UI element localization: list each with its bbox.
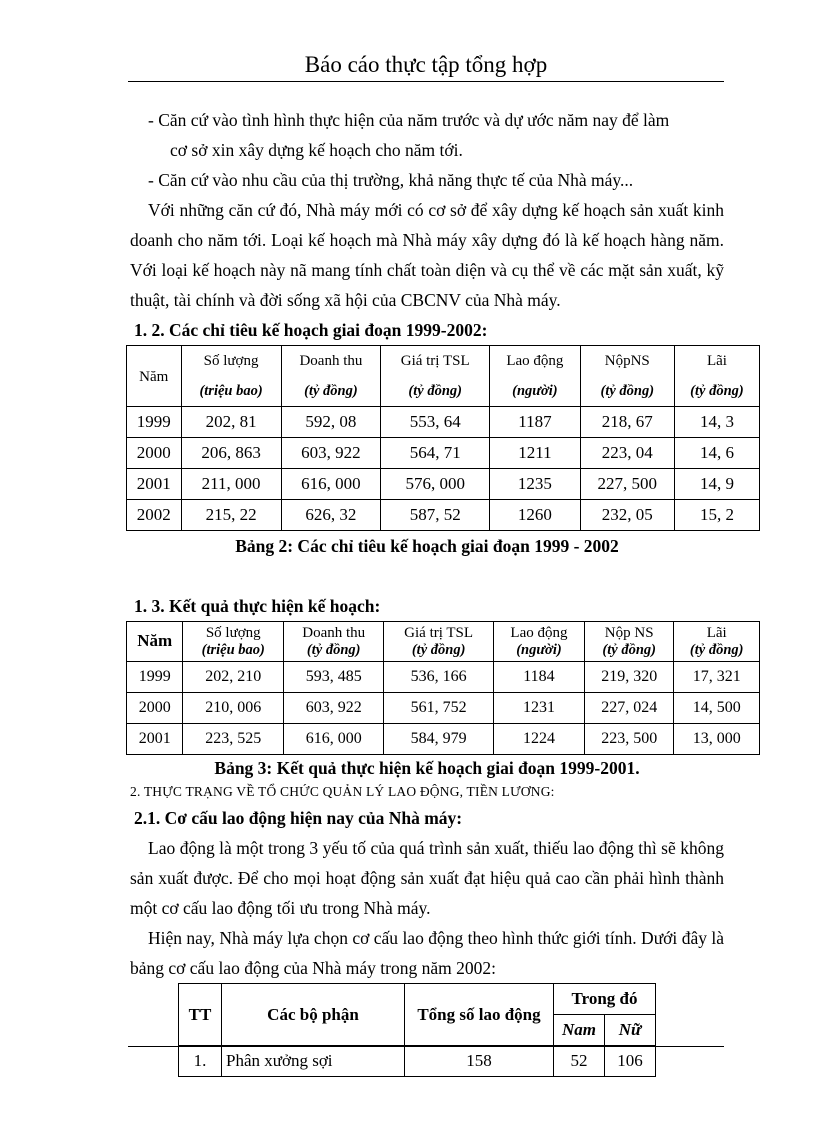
document-body <box>130 105 744 1077</box>
col-budget: NộpNS (tỷ đồng) <box>580 346 674 407</box>
cell: 106 <box>605 1046 656 1077</box>
col-labor: Lao động (người) <box>493 622 584 662</box>
cell: 218, 67 <box>580 407 674 438</box>
cell: 564, 71 <box>381 438 490 469</box>
cell: 14, 9 <box>674 469 759 500</box>
table-2-caption: Bảng 2: Các chỉ tiêu kế hoạch giai đoạn 1999 - 2002 <box>235 536 619 556</box>
labor-structure-table <box>178 983 656 1077</box>
cell: 2000 <box>127 438 182 469</box>
paragraph-labor-factor: Lao động là một trong 3 yếu tố của quá trình sản xuất, thiếu lao động thì sẽ không sản xuất được. Để cho mọi hoạt động sản xuất đạt hiệu quả cao cần phải hình thành một cơ cấu lao động tối ưu trong Nhà máy. <box>130 838 724 918</box>
cell: 14, 6 <box>674 438 759 469</box>
cell: 227, 500 <box>580 469 674 500</box>
col-labor: Lao động (người) <box>490 346 581 407</box>
cell: 587, 52 <box>381 500 490 531</box>
cell: 626, 32 <box>281 500 381 531</box>
col-revenue: Doanh thu (tỷ đồng) <box>281 346 381 407</box>
cell: 2002 <box>127 500 182 531</box>
cell: 1224 <box>493 724 584 755</box>
cell: 536, 166 <box>384 662 494 693</box>
col-revenue: Doanh thu (tỷ đồng) <box>284 622 384 662</box>
cell: 576, 000 <box>381 469 490 500</box>
table-row <box>179 1046 656 1077</box>
cell: 553, 64 <box>381 407 490 438</box>
cell: 1260 <box>490 500 581 531</box>
cell: 1999 <box>127 407 182 438</box>
cell: 206, 863 <box>181 438 281 469</box>
col-assets: Giá trị TSL (tỷ đồng) <box>384 622 494 662</box>
col-year: Năm <box>127 346 182 407</box>
cell: 592, 08 <box>281 407 381 438</box>
cell: 1231 <box>493 693 584 724</box>
paragraph-planning: Với những căn cứ đó, Nhà máy mới có cơ sở để xây dựng kế hoạch sản xuất kinh doanh cho năm tới. Loại kế hoạch mà Nhà máy xây dựng đó là kế hoạch hàng năm. Với loại kế hoạch này nã mang tính chất toàn diện và cụ thể về các mặt sản xuất, kỹ thuật, tài chính và đời sống xã hội của CBCNV của Nhà máy. <box>130 200 724 310</box>
col-assets: Giá trị TSL (tỷ đồng) <box>381 346 490 407</box>
cell: 14, 3 <box>674 407 759 438</box>
cell: 13, 000 <box>674 724 760 755</box>
col-budget: Nộp NS (tỷ đồng) <box>585 622 674 662</box>
cell: 232, 05 <box>580 500 674 531</box>
col-department: Các bộ phận <box>222 984 405 1046</box>
table-3-caption: Bảng 3: Kết quả thực hiện kế hoạch giai đoạn 1999-2001. <box>214 758 640 778</box>
cell: 1. <box>179 1046 222 1077</box>
cell: 223, 04 <box>580 438 674 469</box>
cell: 227, 024 <box>585 693 674 724</box>
section-1-3-heading: 1. 3. Kết quả thực hiện kế hoạch: <box>134 596 381 616</box>
col-quantity: Số lượng (triệu bao) <box>183 622 284 662</box>
cell: 202, 81 <box>181 407 281 438</box>
table-row <box>127 724 760 755</box>
cell: 1187 <box>490 407 581 438</box>
table-row <box>127 438 760 469</box>
bullet-basis-previous-year: - Căn cứ vào tình hình thực hiện của năm trước và dự ước năm nay để làm <box>148 110 670 130</box>
table-row <box>127 500 760 531</box>
paragraph-labor-structure: Hiện nay, Nhà máy lựa chọn cơ cấu lao động theo hình thức giới tính. Dưới đây là bảng cơ cấu lao động của Nhà máy trong năm 2002: <box>130 928 724 978</box>
col-year: Năm <box>127 622 183 662</box>
cell: 15, 2 <box>674 500 759 531</box>
cell: 603, 922 <box>281 438 381 469</box>
col-female: Nữ <box>605 1015 656 1046</box>
cell: 2000 <box>127 693 183 724</box>
cell: 616, 000 <box>281 469 381 500</box>
table-row <box>127 693 760 724</box>
cell: 202, 210 <box>183 662 284 693</box>
section-2-1-heading: 2.1. Cơ cấu lao động hiện nay của Nhà máy: <box>134 808 463 828</box>
cell: 219, 320 <box>585 662 674 693</box>
cell: 158 <box>405 1046 554 1077</box>
col-male: Nam <box>554 1015 605 1046</box>
col-tt: TT <box>179 984 222 1046</box>
section-1-2-heading: 1. 2. Các chỉ tiêu kế hoạch giai đoạn 1999-2002: <box>134 320 488 340</box>
table-row <box>127 469 760 500</box>
cell: 603, 922 <box>284 693 384 724</box>
cell: 584, 979 <box>384 724 494 755</box>
cell: 1999 <box>127 662 183 693</box>
cell: 616, 000 <box>284 724 384 755</box>
cell: 2001 <box>127 724 183 755</box>
cell: 17, 321 <box>674 662 760 693</box>
cell: 211, 000 <box>181 469 281 500</box>
cell: 52 <box>554 1046 605 1077</box>
bullet-basis-market: - Căn cứ vào nhu cầu của thị trường, khả năng thực tế của Nhà máy... <box>148 170 634 190</box>
cell: 1184 <box>493 662 584 693</box>
cell: 1235 <box>490 469 581 500</box>
col-profit: Lãi (tỷ đồng) <box>674 622 760 662</box>
cell: 223, 500 <box>585 724 674 755</box>
cell: 215, 22 <box>181 500 281 531</box>
col-quantity: Số lượng (triệu bao) <box>181 346 281 407</box>
cell: 14, 500 <box>674 693 760 724</box>
cell: 210, 006 <box>183 693 284 724</box>
cell: Phân xưởng sợi <box>222 1046 405 1077</box>
cell: 223, 525 <box>183 724 284 755</box>
section-2-heading: 2. THỰC TRẠNG VỀ TỔ CHỨC QUẢN LÝ LAO ĐỘNG, TIỀN LƯƠNG: <box>130 784 555 799</box>
cell: 593, 485 <box>284 662 384 693</box>
cell: 1211 <box>490 438 581 469</box>
cell: 2001 <box>127 469 182 500</box>
col-of-which: Trong đó <box>554 984 656 1015</box>
table-row <box>127 407 760 438</box>
plan-targets-table <box>126 345 760 531</box>
bullet-basis-previous-year-cont: cơ sở xin xây dựng kế hoạch cho năm tới. <box>170 140 463 160</box>
cell: 561, 752 <box>384 693 494 724</box>
table-row <box>127 662 760 693</box>
col-total-labor: Tổng số lao động <box>405 984 554 1046</box>
footer-divider <box>128 1046 724 1047</box>
page-header-title: Báo cáo thực tập tổng hợp <box>304 52 548 77</box>
col-profit: Lãi (tỷ đồng) <box>674 346 759 407</box>
plan-results-table <box>126 621 760 755</box>
header-divider <box>128 81 724 82</box>
